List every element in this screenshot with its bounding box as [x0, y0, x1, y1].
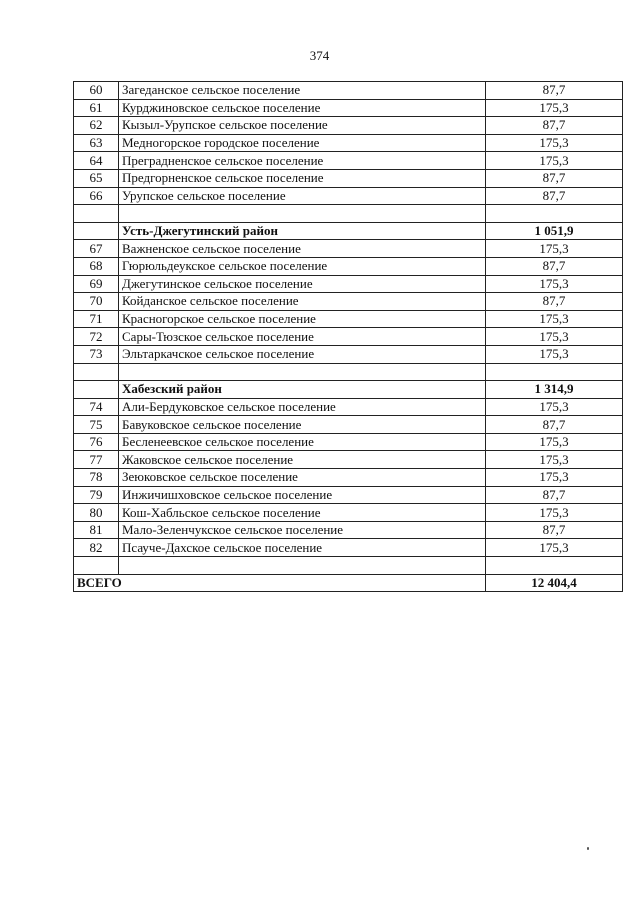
table-row: [74, 328, 623, 346]
amount-value: 87,7: [486, 169, 623, 187]
settlement-name: Урупское сельское поселение: [119, 187, 486, 205]
table-row: [74, 539, 623, 557]
row-number: 65: [74, 169, 119, 187]
table-row: [74, 152, 623, 170]
settlement-name: Предгорненское сельское поселение: [119, 169, 486, 187]
row-number: 62: [74, 117, 119, 135]
amount-value: 175,3: [486, 134, 623, 152]
amount-value: 175,3: [486, 504, 623, 522]
row-number: 72: [74, 328, 119, 346]
row-number: 60: [74, 82, 119, 100]
settlement-name: Загеданское сельское поселение: [119, 82, 486, 100]
page-number: 374: [309, 48, 330, 63]
table-row: [74, 275, 623, 293]
row-number: 66: [74, 187, 119, 205]
settlement-name: Псауче-Дахское сельское поселение: [119, 539, 486, 557]
row-number: [74, 363, 119, 381]
amount-value: 175,3: [486, 469, 623, 487]
table-row: [74, 398, 623, 416]
total-value: 12 404,4: [486, 574, 623, 592]
blank-row: [74, 363, 623, 381]
table-row: [74, 134, 623, 152]
row-number: [74, 381, 119, 399]
amount-value: 87,7: [486, 117, 623, 135]
row-number: 81: [74, 521, 119, 539]
row-number: [74, 222, 119, 240]
amount-value: 87,7: [486, 293, 623, 311]
row-number: 61: [74, 99, 119, 117]
row-number: 71: [74, 310, 119, 328]
settlement-name: Койданское сельское поселение: [119, 293, 486, 311]
row-number: 77: [74, 451, 119, 469]
settlement-name: Курджиновское сельское поселение: [119, 99, 486, 117]
row-number: 63: [74, 134, 119, 152]
row-number: 70: [74, 293, 119, 311]
settlement-name: Кош-Хабльское сельское поселение: [119, 504, 486, 522]
amount-value: 175,3: [486, 99, 623, 117]
settlement-name: Эльтаркачское сельское поселение: [119, 345, 486, 363]
amount-value: 175,3: [486, 539, 623, 557]
settlement-name: Медногорское городское поселение: [119, 134, 486, 152]
district-name: Усть-Джегутинский район: [119, 222, 486, 240]
row-number: 76: [74, 433, 119, 451]
table-body: [74, 82, 623, 592]
district-row: [74, 222, 623, 240]
row-number: [74, 205, 119, 223]
amount-value: 87,7: [486, 257, 623, 275]
table-row: [74, 521, 623, 539]
table-row: [74, 99, 623, 117]
row-number: 82: [74, 539, 119, 557]
settlement-name: Кызыл-Урупское сельское поселение: [119, 117, 486, 135]
row-number: 69: [74, 275, 119, 293]
blank-row: [74, 557, 623, 575]
row-number: 67: [74, 240, 119, 258]
row-number: 75: [74, 416, 119, 434]
total-row: [74, 574, 623, 592]
table-row: [74, 117, 623, 135]
district-row: [74, 381, 623, 399]
row-number: 80: [74, 504, 119, 522]
district-name: Хабезский район: [119, 381, 486, 399]
table-row: [74, 240, 623, 258]
row-number: 64: [74, 152, 119, 170]
settlement-name: Бавуковское сельское поселение: [119, 416, 486, 434]
settlement-name: [119, 363, 486, 381]
amount-value: 175,3: [486, 328, 623, 346]
settlement-name: Джегутинское сельское поселение: [119, 275, 486, 293]
settlement-name: Гюрюльдеукское сельское поселение: [119, 257, 486, 275]
table-row: [74, 257, 623, 275]
amount-value: 175,3: [486, 451, 623, 469]
row-number: 78: [74, 469, 119, 487]
amount-value: [486, 557, 623, 575]
district-total: 1 314,9: [486, 381, 623, 399]
table-row: [74, 451, 623, 469]
row-number: [74, 557, 119, 575]
settlement-name: Мало-Зеленчукское сельское поселение: [119, 521, 486, 539]
settlement-name: Али-Бердуковское сельское поселение: [119, 398, 486, 416]
row-number: 68: [74, 257, 119, 275]
scan-speck: [587, 847, 589, 850]
amount-value: 87,7: [486, 521, 623, 539]
total-label: ВСЕГО: [74, 574, 486, 592]
table-row: [74, 293, 623, 311]
settlement-name: Важненское сельское поселение: [119, 240, 486, 258]
settlement-name: Преградненское сельское поселение: [119, 152, 486, 170]
amount-value: 175,3: [486, 398, 623, 416]
settlement-name: Зеюковское сельское поселение: [119, 469, 486, 487]
settlements-table: [73, 81, 623, 592]
blank-row: [74, 205, 623, 223]
settlement-name: Инжичишховское сельское поселение: [119, 486, 486, 504]
settlement-name: [119, 205, 486, 223]
row-number: 79: [74, 486, 119, 504]
amount-value: [486, 205, 623, 223]
amount-value: 175,3: [486, 310, 623, 328]
amount-value: 87,7: [486, 82, 623, 100]
table-row: [74, 310, 623, 328]
table-row: [74, 504, 623, 522]
amount-value: 175,3: [486, 240, 623, 258]
settlement-name: Бесленеевское сельское поселение: [119, 433, 486, 451]
table-row: [74, 187, 623, 205]
table-row: [74, 433, 623, 451]
amount-value: 87,7: [486, 187, 623, 205]
district-total: 1 051,9: [486, 222, 623, 240]
table-row: [74, 469, 623, 487]
amount-value: 175,3: [486, 275, 623, 293]
table-row: [74, 169, 623, 187]
table-row: [74, 416, 623, 434]
settlement-name: Жаковское сельское поселение: [119, 451, 486, 469]
table-row: [74, 82, 623, 100]
amount-value: 175,3: [486, 152, 623, 170]
amount-value: 87,7: [486, 486, 623, 504]
table-row: [74, 486, 623, 504]
settlement-name: [119, 557, 486, 575]
amount-value: 175,3: [486, 433, 623, 451]
table-row: [74, 345, 623, 363]
settlement-name: Красногорское сельское поселение: [119, 310, 486, 328]
row-number: 74: [74, 398, 119, 416]
settlement-name: Сары-Тюзское сельское поселение: [119, 328, 486, 346]
amount-value: 87,7: [486, 416, 623, 434]
row-number: 73: [74, 345, 119, 363]
amount-value: 175,3: [486, 345, 623, 363]
amount-value: [486, 363, 623, 381]
